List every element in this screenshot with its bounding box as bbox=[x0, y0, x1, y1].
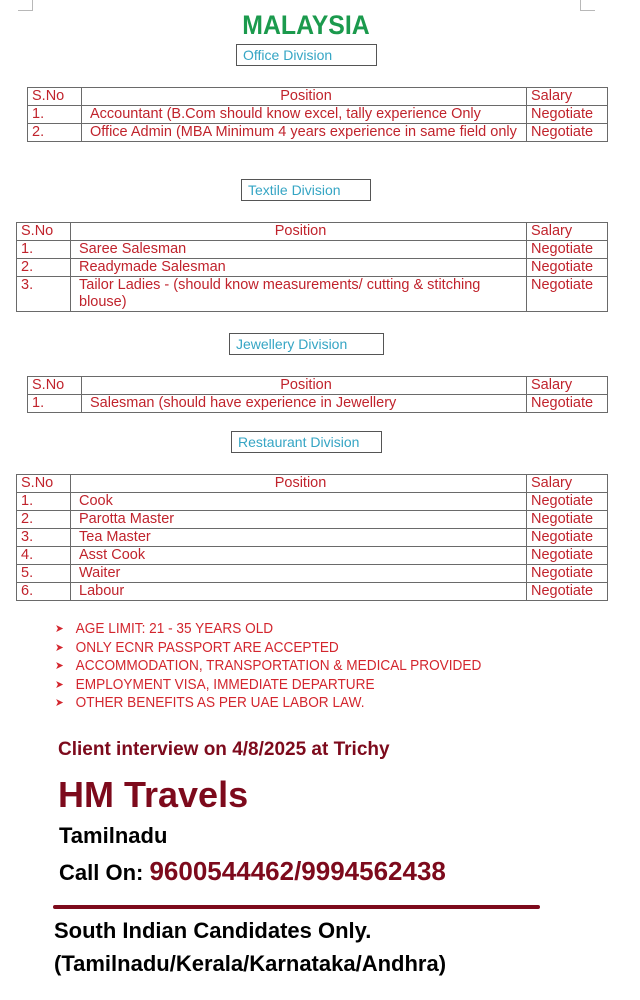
table-row bbox=[28, 395, 608, 413]
arrow-right-icon: ➤ bbox=[55, 660, 64, 673]
row-salary: Negotiate bbox=[527, 241, 608, 259]
agency-name: HM Travels bbox=[58, 774, 249, 815]
header-sno: S.No bbox=[28, 377, 82, 395]
list-item bbox=[55, 657, 481, 676]
table-row bbox=[17, 277, 608, 312]
table-row bbox=[17, 583, 608, 601]
header-position: Position bbox=[71, 223, 527, 241]
country-title: MALAYSIA bbox=[242, 10, 370, 40]
list-item bbox=[55, 694, 481, 713]
textile-division-table bbox=[16, 222, 608, 312]
row-salary: Negotiate bbox=[527, 583, 608, 601]
row-salary: Negotiate bbox=[527, 259, 608, 277]
row-position: Saree Salesman bbox=[71, 241, 527, 259]
table-row bbox=[17, 259, 608, 277]
header-position: Position bbox=[82, 377, 527, 395]
table-row bbox=[17, 241, 608, 259]
row-sno: 2. bbox=[17, 511, 71, 529]
arrow-right-icon: ➤ bbox=[55, 697, 64, 710]
row-position: Cook bbox=[71, 493, 527, 511]
interview-notice: Client interview on 4/8/2025 at Trichy bbox=[58, 739, 390, 760]
row-salary: Negotiate bbox=[527, 529, 608, 547]
table-header-row bbox=[28, 377, 608, 395]
row-sno: 1. bbox=[17, 241, 71, 259]
row-position: Tea Master bbox=[71, 529, 527, 547]
office-division-table bbox=[27, 87, 608, 142]
agency-state: Tamilnadu bbox=[59, 823, 168, 848]
divider-line bbox=[53, 905, 540, 909]
row-salary: Negotiate bbox=[527, 511, 608, 529]
row-salary: Negotiate bbox=[527, 565, 608, 583]
row-sno: 3. bbox=[17, 529, 71, 547]
row-position: Readymade Salesman bbox=[71, 259, 527, 277]
row-position: Asst Cook bbox=[71, 547, 527, 565]
row-sno: 1. bbox=[17, 493, 71, 511]
row-position: Waiter bbox=[71, 565, 527, 583]
row-sno: 2. bbox=[17, 259, 71, 277]
row-sno: 4. bbox=[17, 547, 71, 565]
division-label-textile: Textile Division bbox=[241, 179, 371, 201]
bullet-text: ACCOMMODATION, TRANSPORTATION & MEDICAL PROVIDED bbox=[75, 658, 482, 675]
call-label: Call On: bbox=[59, 860, 144, 885]
jewellery-division-table bbox=[27, 376, 608, 413]
table-row bbox=[17, 547, 608, 565]
header-salary: Salary bbox=[527, 475, 608, 493]
division-label-restaurant: Restaurant Division bbox=[231, 431, 382, 453]
header-position: Position bbox=[82, 88, 527, 106]
list-item bbox=[55, 639, 481, 658]
row-salary: Negotiate bbox=[527, 106, 608, 124]
row-salary: Negotiate bbox=[527, 124, 608, 142]
division-label-office: Office Division bbox=[236, 44, 377, 66]
table-row bbox=[17, 493, 608, 511]
eligible-states: (Tamilnadu/Kerala/Karnataka/Andhra) bbox=[54, 951, 447, 976]
row-sno: 6. bbox=[17, 583, 71, 601]
eligibility-note: South Indian Candidates Only. bbox=[54, 918, 372, 943]
table-row bbox=[28, 106, 608, 124]
arrow-right-icon: ➤ bbox=[55, 678, 64, 691]
restaurant-division-table bbox=[16, 474, 608, 601]
row-sno: 3. bbox=[17, 277, 71, 312]
header-sno: S.No bbox=[28, 88, 82, 106]
row-position: Salesman (should have experience in Jewellery bbox=[82, 395, 527, 413]
row-position: Parotta Master bbox=[71, 511, 527, 529]
contact-line bbox=[59, 856, 446, 887]
header-salary: Salary bbox=[527, 88, 608, 106]
table-row bbox=[17, 565, 608, 583]
table-row bbox=[17, 511, 608, 529]
table-row bbox=[28, 124, 608, 142]
bullet-text: ONLY ECNR PASSPORT ARE ACCEPTED bbox=[75, 639, 339, 656]
phone-numbers: 9600544462/9994562438 bbox=[149, 856, 446, 886]
row-position: Labour bbox=[71, 583, 527, 601]
header-sno: S.No bbox=[17, 475, 71, 493]
row-sno: 1. bbox=[28, 395, 82, 413]
row-sno: 2. bbox=[28, 124, 82, 142]
row-salary: Negotiate bbox=[527, 277, 608, 312]
row-sno: 1. bbox=[28, 106, 82, 124]
division-label-jewellery: Jewellery Division bbox=[229, 333, 384, 355]
conditions-list bbox=[55, 620, 509, 713]
arrow-right-icon: ➤ bbox=[55, 641, 64, 654]
row-salary: Negotiate bbox=[527, 395, 608, 413]
header-position: Position bbox=[71, 475, 527, 493]
header-salary: Salary bbox=[527, 223, 608, 241]
row-position: Accountant (B.Com should know excel, tally experience Only bbox=[82, 106, 527, 124]
list-item bbox=[55, 676, 481, 695]
bullet-text: AGE LIMIT: 21 - 35 YEARS OLD bbox=[75, 621, 274, 637]
header-sno: S.No bbox=[17, 223, 71, 241]
header-salary: Salary bbox=[527, 377, 608, 395]
row-salary: Negotiate bbox=[527, 493, 608, 511]
row-salary: Negotiate bbox=[527, 547, 608, 565]
table-row bbox=[17, 529, 608, 547]
bullet-text: OTHER BENEFITS AS PER UAE LABOR LAW. bbox=[75, 695, 365, 712]
row-position: Tailor Ladies - (should know measurements/ cutting & stitching blouse) bbox=[71, 277, 527, 312]
list-item bbox=[55, 620, 481, 639]
table-header-row bbox=[17, 223, 608, 241]
row-position: Office Admin (MBA Minimum 4 years experience in same field only bbox=[82, 124, 527, 142]
table-header-row bbox=[28, 88, 608, 106]
arrow-right-icon: ➤ bbox=[55, 623, 64, 635]
row-sno: 5. bbox=[17, 565, 71, 583]
table-header-row bbox=[17, 475, 608, 493]
bullet-text: EMPLOYMENT VISA, IMMEDIATE DEPARTURE bbox=[75, 676, 375, 693]
